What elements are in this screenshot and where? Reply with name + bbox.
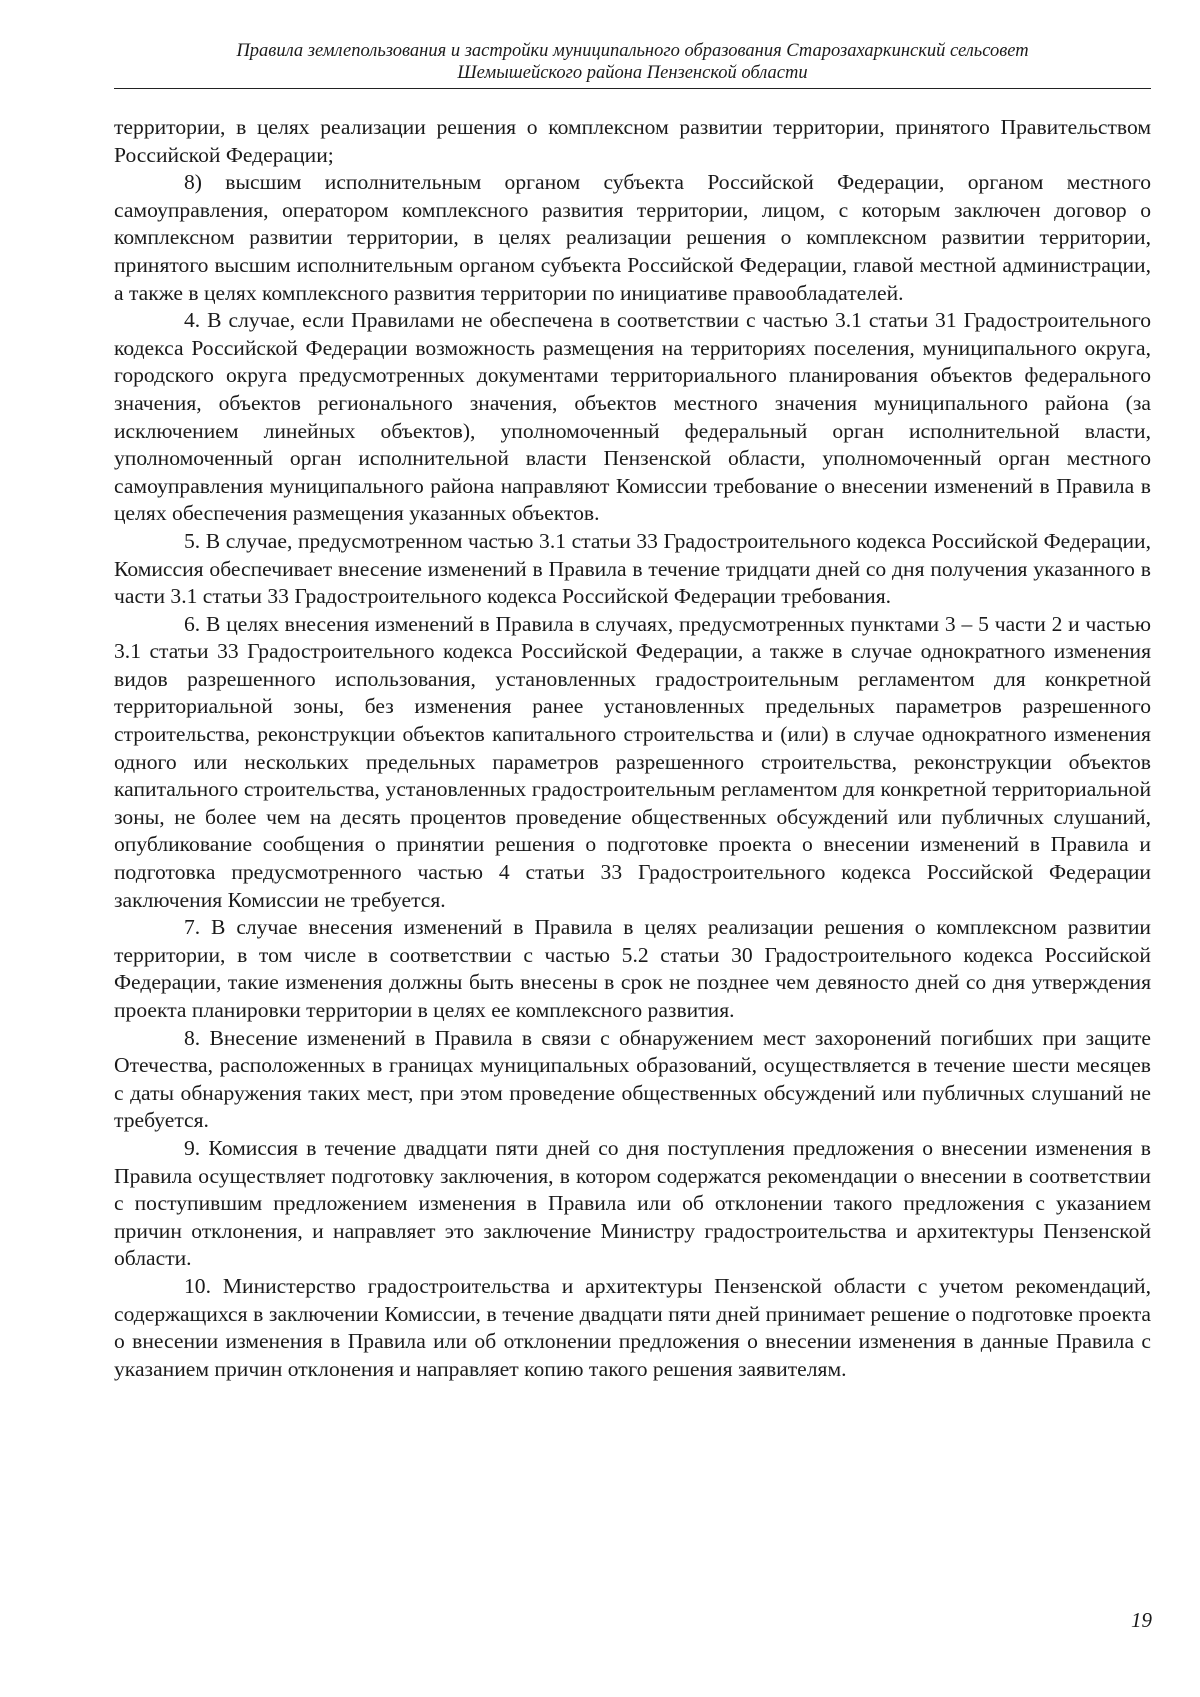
paragraph-9: 9. Комиссия в течение двадцати пяти дней со дня поступления предложения о внесении изменения в Правила осуществляет подготовку заключения, в котором содержатся рекомендации о внесении в соответствии с поступившим предложением изменения в Правила или об отклонении такого предложения с указанием причин отклонения, и направляет это заключение Министру градостроительства и архитектуры Пензенской области.: [114, 1135, 1151, 1271]
paragraph-7: 7. В случае внесения изменений в Правила в целях реализации решения о комплексном развитии территории, в том числе в соответствии с частью 5.2 статьи 30 Градостроительного кодекса Российской Федерации, такие изменения должны быть внесены в срок не позднее чем девяносто дней со дня утверждения проекта планировки территории в целях ее комплексного развития.: [114, 915, 1151, 1022]
paragraph-4: 4. В случае, если Правилами не обеспечена в соответствии с частью 3.1 статьи 31 Градостроительного кодекса Российской Федерации возможность размещения на территориях поселения, муниципального округа, городского округа предусмотренных документами территориального планирования объектов федерального значения, объектов регионального значения, объектов местного значения муниципального района (за исключением линейных объектов), уполномоченный федеральный орган исполнительной власти, уполномоченный орган исполнительной власти Пензенской области, уполномоченный орган местного самоуправления муниципального района направляют Комиссии требование о внесении изменений в Правила в целях обеспечения размещения указанных объектов.: [114, 308, 1151, 526]
document-body: [114, 114, 1151, 1383]
header-title-line-2: Шемышейского района Пензенской области: [457, 63, 808, 83]
paragraph-10: 10. Министерство градостроительства и архитектуры Пензенской области с учетом рекомендаций, содержащихся в заключении Комиссии, в течение двадцати пяти дней принимает решение о подготовке проекта о внесении изменения в Правила или об отклонении предложения о внесении изменения в данные Правила с указанием причин отклонения и направляет копию такого решения заявителям.: [114, 1273, 1151, 1381]
paragraph-5: 5. В случае, предусмотренном частью 3.1 статьи 33 Градостроительного кодекса Российской Федерации, Комиссия обеспечивает внесение изменений в Правила в течение тридцати дней со дня получения указанного в части 3.1 статьи 33 Градостроительного кодекса Российской Федерации требования.: [114, 528, 1151, 609]
page-header: [114, 40, 1151, 89]
paragraph-8: 8. Внесение изменений в Правила в связи с обнаружением мест захоронений погибших при защите Отечества, расположенных в границах муниципальных образований, осуществляется в течение шести месяцев с даты обнаружения таких мест, при этом проведение общественных обсуждений или публичных слушаний не требуется.: [114, 1025, 1151, 1133]
paragraph-6: 6. В целях внесения изменений в Правила в случаях, предусмотренных пунктами 3 – 5 части 2 и частью 3.1 статьи 33 Градостроительного кодекса Российской Федерации, а также в случае однократного изменения видов разрешенного использования, установленных градостроительным регламентом для конкретной территориальной зоны, без изменения ранее установленных предельных параметров разрешенного строительства, реконструкции объектов капитального строительства и (или) в случае однократного изменения одного или нескольких предельных параметров разрешенного строительства, реконструкции объектов капитального строительства, установленных градостроительным регламентом для конкретной территориальной зоны, не более чем на десять процентов проведение общественных обсуждений или публичных слушаний, опубликование сообщения о принятии решения о подготовке проекта о внесении изменений в Правила и подготовка предусмотренного частью 4 статьи 33 Градостроительного кодекса Российской Федерации заключения Комиссии не требуется.: [114, 611, 1151, 912]
paragraph-continuation: территории, в целях реализации решения о комплексном развитии территории, принятого Правительством Российской Федерации;: [114, 115, 1151, 167]
header-title-line-1: Правила землепользования и застройки муниципального образования Старозахаркинский сельсовет: [236, 41, 1029, 61]
paragraph-item-8: 8) высшим исполнительным органом субъекта Российской Федерации, органом местного самоуправления, оператором комплексного развития территории, лицом, с которым заключен договор о комплексном развитии территории, в целях реализации решения о комплексном развитии территории, принятого высшим исполнительным органом субъекта Российской Федерации, главой местной администрации, а также в целях комплексного развития территории по инициативе правообладателей.: [114, 170, 1151, 305]
page-number: 19: [1131, 1608, 1152, 1632]
